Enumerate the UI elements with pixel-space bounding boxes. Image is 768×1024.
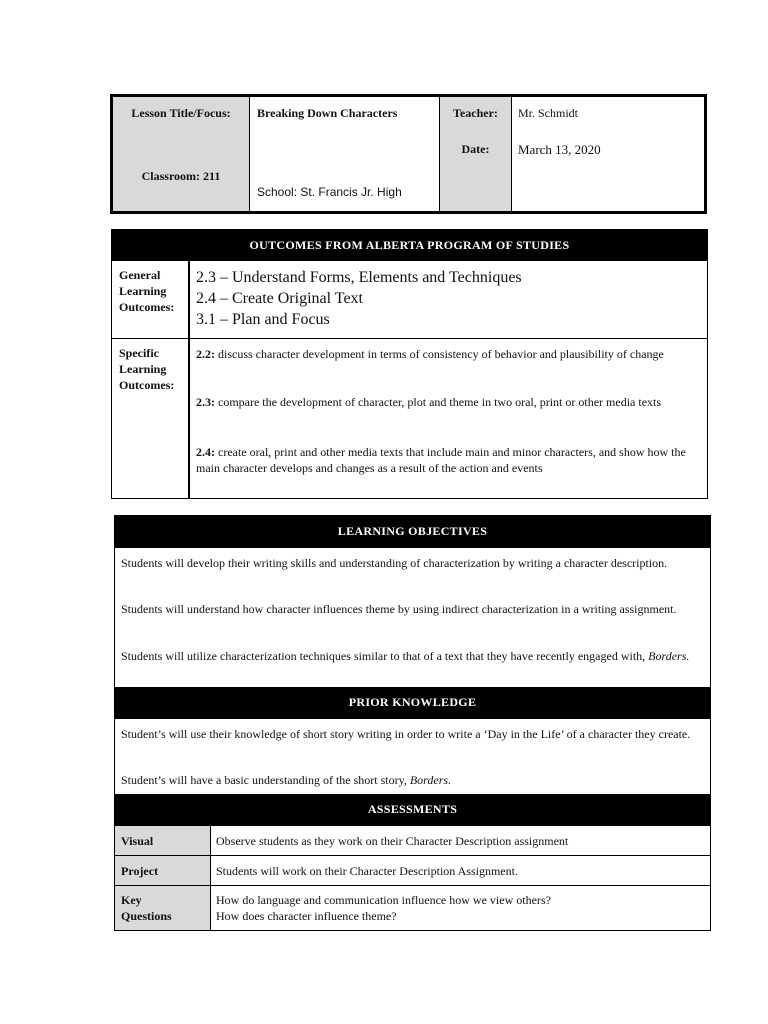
lesson-value-cell — [250, 97, 440, 211]
teacher-label: Teacher: — [453, 106, 498, 120]
assessment-label-visual: Visual — [115, 826, 210, 855]
teacher-value-cell — [512, 97, 704, 211]
general-outcomes-row — [112, 260, 707, 338]
prior-item-1: Student’s will use their knowledge of short story writing in order to write a ‘Day in the Life’ of a character they create. — [121, 727, 691, 741]
outcomes-title: OUTCOMES FROM ALBERTA PROGRAM OF STUDIES — [112, 230, 707, 260]
assessment-row-visual — [115, 825, 710, 855]
assessment-text-key-question-1: How do language and communication influence how we view others? — [216, 893, 551, 907]
classroom-label: Classroom: 211 — [141, 169, 221, 183]
specific-outcome-3: 2.4: create oral, print and other media texts that include main and minor characters, and show how the main character develops and changes as a result of the action and events — [196, 445, 686, 475]
assessment-row-key-questions — [115, 885, 710, 930]
assessment-label-project: Project — [115, 856, 210, 885]
assessment-row-project — [115, 855, 710, 885]
lesson-title-label: Lesson Title/Focus: — [131, 106, 231, 120]
learning-objectives-body — [115, 547, 710, 687]
objective-3: Students will utilize characterization techniques similar to that of a text that they have recently engaged with, Borders. — [121, 649, 690, 663]
specific-outcome-1: 2.2: discuss character development in terms of consistency of behavior and plausibility of change — [196, 347, 664, 361]
school-label: School: — [257, 185, 298, 199]
specific-outcome-2: 2.3: compare the development of character, plot and theme in two oral, print or other media texts — [196, 395, 662, 409]
general-outcome-3: 3.1 – Plan and Focus — [196, 311, 330, 328]
objectives-table — [114, 515, 711, 931]
assessment-label-key-questions: Key Questions — [115, 886, 210, 930]
date-value: March 13, 2020 — [518, 142, 601, 157]
teacher-label-cell — [440, 97, 512, 211]
assessment-text-key-question-2: How does character influence theme? — [216, 909, 397, 923]
school-value: St. Francis Jr. High — [300, 185, 402, 199]
school-line — [257, 185, 402, 199]
general-outcomes-label: General Learning Outcomes: — [119, 268, 175, 314]
assessment-text-visual: Observe students as they work on their Character Description assignment — [216, 834, 569, 848]
specific-outcomes-label: Specific Learning Outcomes: — [119, 346, 175, 392]
learning-objectives-title: LEARNING OBJECTIVES — [115, 516, 710, 547]
prior-knowledge-title: PRIOR KNOWLEDGE — [115, 687, 710, 718]
prior-item-2: Student’s will have a basic understanding of the short story, Borders. — [121, 773, 452, 787]
date-label: Date: — [461, 142, 490, 156]
lesson-header-table — [110, 94, 707, 214]
objective-1: Students will develop their writing skills and understanding of characterization by writing a character description. — [121, 556, 668, 570]
lesson-label-cell — [113, 97, 250, 211]
objective-2: Students will understand how character influences theme by using indirect characterization in a writing assignment. — [121, 602, 677, 616]
general-outcome-2: 2.4 – Create Original Text — [196, 290, 363, 307]
outcomes-table — [111, 229, 708, 499]
assessments-title: ASSESSMENTS — [115, 794, 710, 825]
teacher-value: Mr. Schmidt — [518, 106, 579, 120]
lesson-title-value: Breaking Down Characters — [257, 106, 398, 120]
general-outcome-1: 2.3 – Understand Forms, Elements and Techniques — [196, 269, 522, 286]
specific-outcomes-row — [112, 338, 707, 498]
prior-knowledge-body — [115, 718, 710, 794]
assessment-text-project: Students will work on their Character Description Assignment. — [216, 864, 518, 878]
